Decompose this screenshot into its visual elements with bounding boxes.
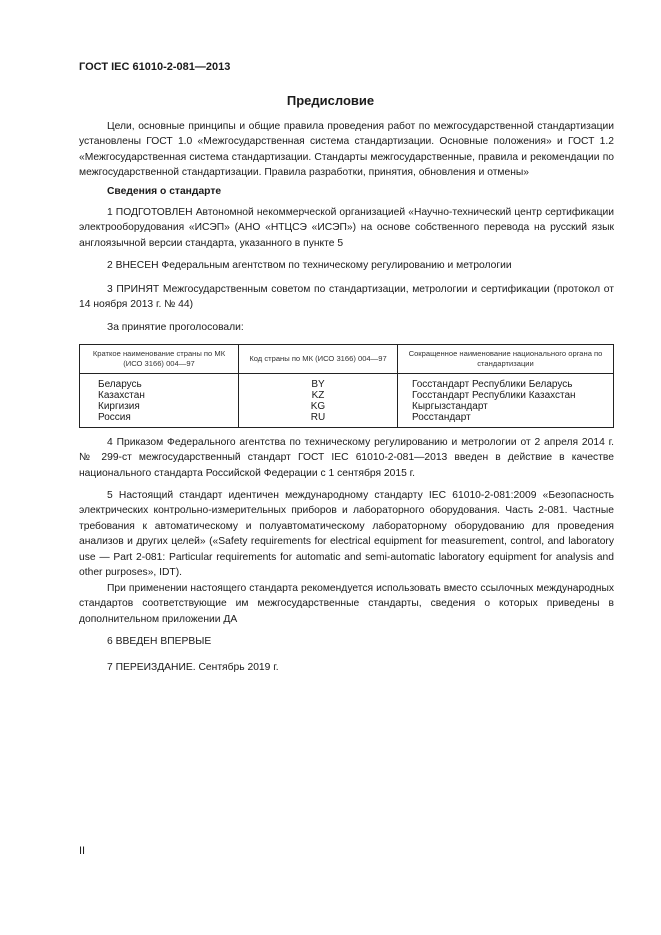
country-codes-cell: BY KZ KG RU [239,374,398,428]
item-3-paragraph [79,282,614,313]
note-paragraph [79,581,614,627]
item-5-text: 5 Настоящий стандарт идентичен международному стандарту IEC 61010-2-081:2009 «Безопасность электрических контрольно-измерительных приборов и лабораторного оборудования. Часть 2-081. Частные требования к автоматическому и полуавтоматическому лабораторному оборудованию для проведения анализов и других целей» («Safety requirements for electrical equipment for measurement, control, and laboratory use — Part 2-081: Particular requirements for automatic and semi-automatic laboratory equipment for analysis and other purposes», IDT). [79,490,614,579]
voting-table [79,344,614,428]
item-4-text: 4 Приказом Федерального агентства по техническому регулированию и метрологии от 2 апреля 2014 г. № 299-ст межгосударственный стандарт ГОСТ IEC 61010-2-081—2013 введен в действие в качестве национального стандарта Российской Федерации с 1 сентября 2015 г. [79,437,614,479]
header-country-code: Код страны по МК (ИСО 3166) 004—97 [239,345,398,374]
document-code-header: ГОСТ IEC 61010-2-081—2013 [79,61,231,73]
item-2-paragraph [79,258,614,273]
voting-table-header-row [80,345,614,374]
voting-table-body-row [80,374,614,428]
header-country-name: Краткое наименование страны по МК (ИСО 3166) 004—97 [80,345,239,374]
item-7-text: 7 ПЕРЕИЗДАНИЕ. Сентябрь 2019 г. [107,662,279,673]
item-6-text: 6 ВВЕДЕН ВПЕРВЫЕ [107,636,212,647]
item-7-paragraph [79,660,614,675]
item-4-paragraph [79,435,614,481]
item-1-text: 1 ПОДГОТОВЛЕН Автономной некоммерческой организацией «Научно-технический центр сертификации электрооборудования «ИСЭП» (АНО «НТЦСЭ «ИСЭП») на основе собственного перевода на русский язык англоязычной версии стандарта, указанного в пункте 5 [79,207,614,249]
item-5-paragraph [79,488,614,580]
national-bodies-cell: Госстандарт Республики Беларусь Госстандарт Республики Казахстан Кыргызстандарт Росстандарт [398,374,614,428]
voted-label: За принятие проголосовали: [107,322,244,333]
intro-text: Цели, основные принципы и общие правила проведения работ по межгосударственной стандартизации установлены ГОСТ 1.0 «Межгосударственная система стандартизации. Основные положения» и ГОСТ 1.2 «Межгосударственная система стандартизации. Стандарты межгосударственные, правила и рекомендации по межгосударственной стандартизации. Правила разработки, принятия, обновления и отмены» [79,121,614,179]
intro-paragraph [79,119,614,181]
item-6-paragraph [79,634,614,649]
item-3-text: 3 ПРИНЯТ Межгосударственным советом по стандартизации, метрологии и сертификации (протокол от 14 ноября 2013 г. № 44) [79,284,614,311]
country-names-cell: Беларусь Казахстан Киргизия Россия [80,374,239,428]
standard-info-heading: Сведения о стандарте [107,186,222,197]
header-national-body: Сокращенное наименование национального органа по стандартизации [398,345,614,374]
note-text: При применении настоящего стандарта рекомендуется использовать вместо ссылочных международных стандартов соответствующие им межгосударственные стандарты, сведения о которых приведены в дополнительном приложении ДА [79,583,614,625]
item-2-text: 2 ВНЕСЕН Федеральным агентством по техническому регулированию и метрологии [107,260,512,271]
page-number: II [79,845,86,857]
item-1-paragraph [79,205,614,251]
page-title: Предисловие [286,93,375,108]
